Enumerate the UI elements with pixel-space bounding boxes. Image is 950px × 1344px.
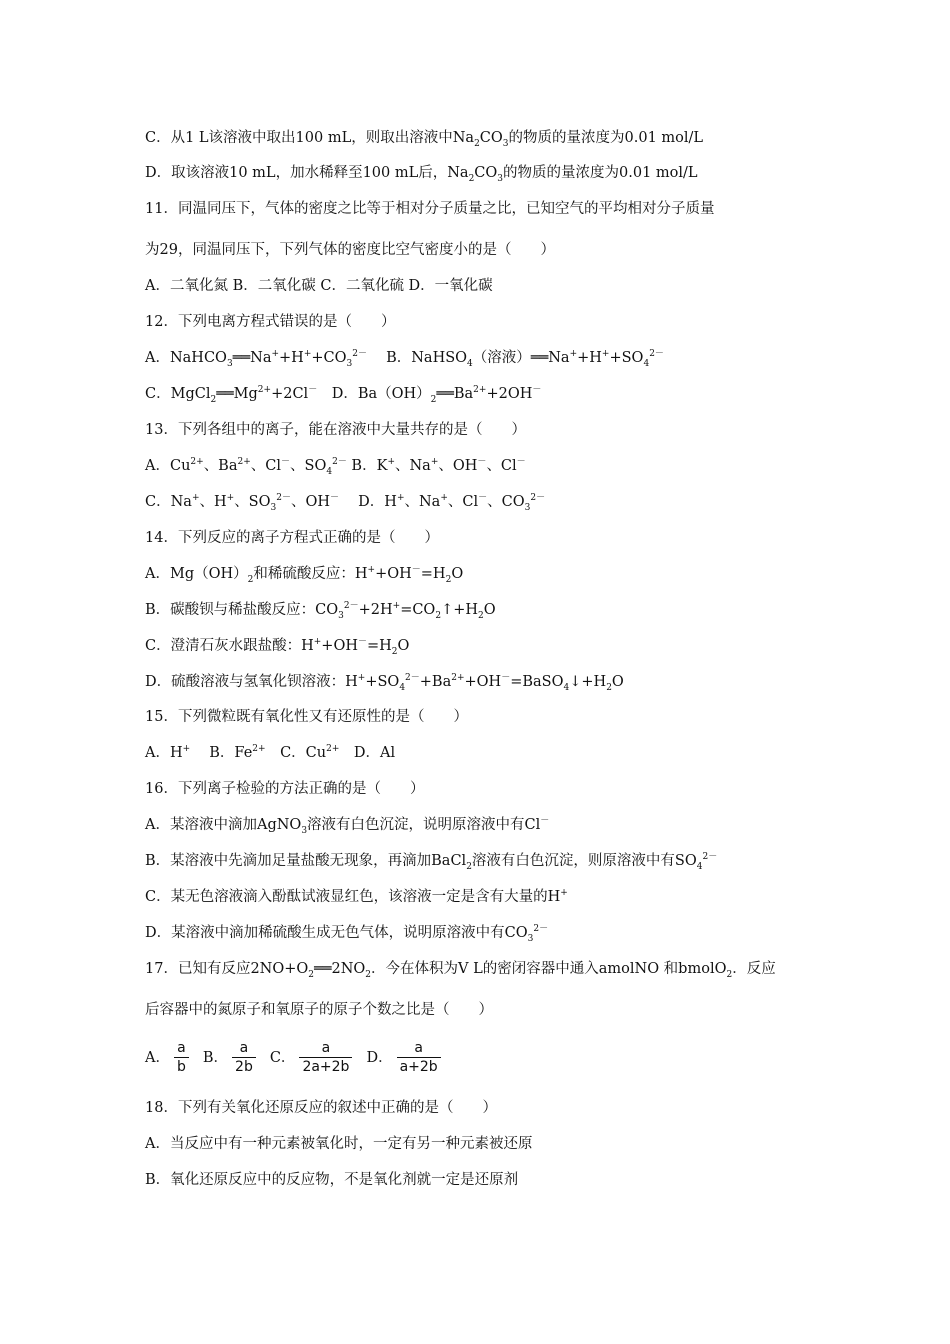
q17-option (366, 1040, 444, 1076)
text-line: 11．同温同压下，气体的密度之比等于相对分子质量之比，已知空气的平均相对分子质量 (145, 201, 715, 217)
text-line: 15．下列微粒既有氧化性又有还原性的是（ ） (145, 709, 468, 725)
q17-option (270, 1040, 357, 1076)
fraction-numerator: a (177, 1040, 186, 1056)
text-line: A．$NaHCO_3══Na^++H^++CO_3^{2-}$ B．NaHSO$_4$（溶液）$══Na^++H^++SO_4^{2-}$ (145, 349, 664, 369)
text-line: 为29，同温同压下，下列气体的密度比空气密度小的是（ ） (145, 242, 555, 258)
option-label: C． (269, 1050, 296, 1066)
fraction (397, 1040, 441, 1076)
text-line: 16．下列离子检验的方法正确的是（ ） (145, 781, 425, 797)
text-line: 12．下列电离方程式错误的是（ ） (145, 314, 396, 330)
fraction (232, 1040, 256, 1076)
fraction (299, 1040, 352, 1076)
text-line: C．澄清石灰水跟盐酸：$H^++OH^-=H_2O$ (145, 637, 410, 657)
text-line: 后容器中的氮原子和氧原子的原子个数之比是（ ） (145, 1002, 493, 1018)
text-line: B．碳酸钡与稀盐酸反应：$CO_3^{2-}+2H^+=CO_2↑+H_2O$ (145, 601, 496, 621)
text-line: 17．已知有反应$2NO+O_2══2NO_2$．今在体积为V L的密闭容器中通入amolNO 和bmolO$_2$．反应 (145, 961, 776, 980)
text-line: A．某溶液中滴加AgNO$_3$溶液有白色沉淀，说明原溶液中有Cl－ (145, 816, 550, 836)
text-line: D．某溶液中滴加稀硫酸生成无色气体，说明原溶液中有$CO_3^{2-}$ (145, 924, 549, 944)
q17-option (145, 1040, 193, 1076)
text-line: B．某溶液中先滴加足量盐酸无现象，再滴加BaCl$_2$溶液有白色沉淀，则原溶液中有$SO_4^{2-}$ (145, 852, 718, 872)
text-line: A．$Mg(OH)_2$和稀硫酸反应：$H^++OH^-=H_2O$ (145, 565, 464, 585)
text-line: D．硫酸溶液与氢氧化钡溶液：$H^++SO_4^{2-}+Ba^{2+}+OH^-=BaSO_4↓+H_2O$ (145, 673, 624, 693)
text-line: C．Na+、H+、$SO_3^{2-}$、OH－ D．H+、Na+、Cl－、$CO_3^{2-}$ (145, 493, 546, 513)
text-line: A．$Cu^{2+}$、$Ba^{2+}$、Cl－、$SO_4^{2-}$ B．K+、Na+、OH－、Cl－ (145, 457, 526, 477)
text-line: A．二氧化氮 B．二氧化碳 C．二氧化硫 D．一氧化碳 (145, 278, 493, 294)
option-label: B． (202, 1050, 229, 1066)
text-line: A．当反应中有一种元素被氧化时，一定有另一种元素被还原 (145, 1136, 533, 1152)
option-label: D． (366, 1050, 393, 1066)
text-line: C．$MgCl_2══Mg^{2+}+2Cl^-$ D．$Ba(OH)_2══Ba^{2+}+2OH^-$ (145, 385, 542, 405)
fraction-denominator: 2a+2b (302, 1059, 350, 1075)
fraction-numerator: a (239, 1040, 249, 1056)
fraction-numerator: a (321, 1040, 331, 1056)
option-label: A． (145, 1050, 170, 1066)
text-line: 13．下列各组中的离子，能在溶液中大量共存的是（ ） (145, 422, 526, 438)
fraction-denominator: b (176, 1059, 186, 1075)
fraction-denominator: 2b (235, 1059, 253, 1075)
fraction-numerator: a (414, 1040, 423, 1056)
q17-option (203, 1040, 260, 1076)
text-line: 14．下列反应的离子方程式正确的是（ ） (145, 530, 439, 546)
text-line: C．某无色溶液滴入酚酞试液显红色，该溶液一定是含有大量的H+ (145, 888, 568, 905)
fraction-denominator: a+2b (399, 1059, 438, 1075)
text-line: D．取该溶液10 mL，加水稀释至100 mL后，$Na_2CO_3$的物质的量浓度为0.01 mol/L (145, 165, 698, 184)
text-line: 18．下列有关氧化还原反应的叙述中正确的是（ ） (145, 1100, 497, 1116)
text-line: C．从1 L该溶液中取出100 mL，则取出溶液中$Na_2CO_3$的物质的量浓度为0.01 mol/L (145, 130, 704, 149)
text-line: B．氧化还原反应中的反应物，不是氧化剂就一定是还原剂 (145, 1172, 519, 1188)
text-line: A．H+ B．$Fe^{2+}$ C．$Cu^{2+}$ D．Al (145, 744, 396, 761)
fraction (174, 1040, 189, 1076)
q17-options (145, 1040, 455, 1076)
